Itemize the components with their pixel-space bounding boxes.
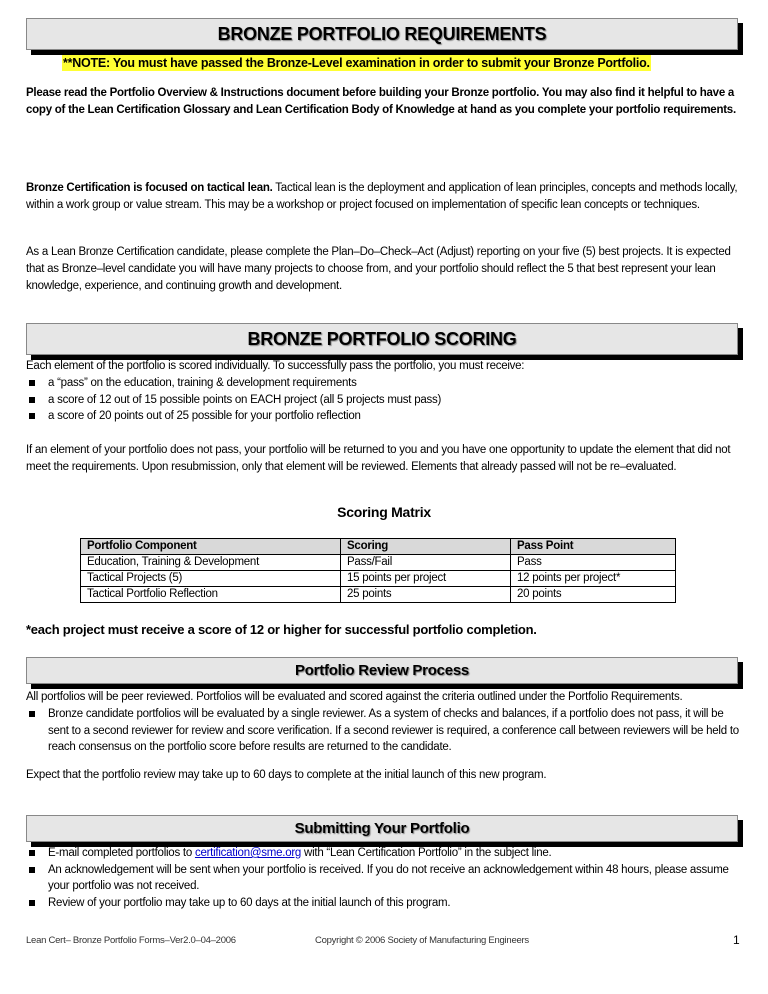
email-link[interactable]: certification@sme.org bbox=[194, 847, 302, 859]
scoring-bullets bbox=[26, 375, 742, 425]
requirements-para-3: As a Lean Bronze Certification candidate, please complete the Plan–Do–Check–Act (Adjust) reporting on your five (5) best projects. It is expected that as Bronze–level candidate you will have many projects to choose from, and your portfolio should reflect the 5 that best represent your lean knowledge, experience, and continuing growth and development. bbox=[26, 246, 731, 292]
list-item: Review of your portfolio may take up to 60 days at the initial launch of this program. bbox=[26, 895, 742, 912]
exam-note: **NOTE: You must have passed the Bronze-Level examination in order to submit your Bronze Portfolio. bbox=[63, 56, 650, 70]
page-number: 1 bbox=[733, 933, 740, 947]
heading-submitting: Submitting Your Portfolio bbox=[26, 815, 738, 842]
header-cell: Pass Point bbox=[511, 539, 676, 555]
list-item: a “pass” on the education, training & development requirements bbox=[26, 375, 742, 392]
cell: 15 points per project bbox=[341, 571, 511, 587]
header-cell: Portfolio Component bbox=[81, 539, 341, 555]
review-bullets bbox=[26, 706, 742, 756]
submitting-bullets bbox=[26, 845, 742, 911]
scoring-matrix-title: Scoring Matrix bbox=[337, 504, 431, 520]
requirements-para-2 bbox=[26, 180, 742, 214]
list-item: a score of 20 points out of 25 possible for your portfolio reflection bbox=[26, 408, 742, 425]
heading-requirements: BRONZE PORTFOLIO REQUIREMENTS bbox=[26, 18, 738, 50]
table-header-row bbox=[81, 539, 676, 555]
cell: 20 points bbox=[511, 587, 676, 603]
header-cell: Scoring bbox=[341, 539, 511, 555]
review-para: Expect that the portfolio review may take up to 60 days to complete at the initial launch of this new program. bbox=[26, 769, 547, 781]
footer-copyright: Copyright © 2006 Society of Manufacturing Engineers bbox=[315, 935, 529, 946]
list-item: An acknowledgement will be sent when your portfolio is received. If you do not receive an acknowledgement within 48 hours, please assume your portfolio was not received. bbox=[26, 862, 742, 895]
cell: Education, Training & Development bbox=[81, 555, 341, 571]
cell: Tactical Projects (5) bbox=[81, 571, 341, 587]
table-row bbox=[81, 571, 676, 587]
requirements-para-1: Please read the Portfolio Overview & Instructions document before building your Bronze portfolio. You may also find it helpful to have a copy of the Lean Certification Glossary and Lean Certification Body of Knowledge at hand as you complete your portfolio requirements. bbox=[26, 87, 736, 116]
list-item: a score of 12 out of 15 possible points on EACH project (all 5 projects must pass) bbox=[26, 392, 742, 409]
list-item: Bronze candidate portfolios will be evaluated by a single reviewer. As a system of checks and balances, if a portfolio does not pass, it will be sent to a second reviewer for review and score verification. If a second reviewer is required, a conference call between reviewers will be held to reach consensus on the portfolio score before results are returned to the candidate. bbox=[26, 706, 742, 756]
heading-scoring: BRONZE PORTFOLIO SCORING bbox=[26, 323, 738, 355]
heading-review: Portfolio Review Process bbox=[26, 657, 738, 684]
list-item bbox=[26, 845, 742, 862]
footer-left: Lean Cert– Bronze Portfolio Forms–Ver2.0–04–2006 bbox=[26, 935, 236, 946]
para2-bold: Bronze Certification is focused on tactical lean. bbox=[26, 182, 273, 194]
cell: Tactical Portfolio Reflection bbox=[81, 587, 341, 603]
cell: Pass bbox=[511, 555, 676, 571]
scoring-intro: Each element of the portfolio is scored individually. To successfully pass the portfolio, you must receive: bbox=[26, 360, 525, 372]
b1-text: E-mail completed portfolios to bbox=[48, 847, 195, 859]
scoring-matrix-table bbox=[80, 538, 676, 603]
cell: 12 points per project* bbox=[511, 571, 676, 587]
table-row bbox=[81, 587, 676, 603]
table-row bbox=[81, 555, 676, 571]
scoring-para: If an element of your portfolio does not pass, your portfolio will be returned to you and you have one opportunity to update the element that did not meet the requirements. Upon resubmission, only that element will be reviewed. Elements that already passed will not be re–evaluated. bbox=[26, 444, 731, 473]
review-intro: All portfolios will be peer reviewed. Portfolios will be evaluated and scored against the criteria outlined under the Portfolio Requirements. bbox=[26, 691, 683, 703]
b1-text-end: with “Lean Certification Portfolio” in the subject line. bbox=[301, 847, 552, 859]
para2-rest: Tactical lean is the deployment and application of lean principles, concepts and methods locally, within a work group or value stream. This may be a workshop or project focused on implementation of specific lean concepts or techniques. bbox=[26, 182, 738, 211]
scoring-footnote: *each project must receive a score of 12 or higher for successful portfolio completion. bbox=[26, 622, 537, 637]
cell: 25 points bbox=[341, 587, 511, 603]
cell: Pass/Fail bbox=[341, 555, 511, 571]
